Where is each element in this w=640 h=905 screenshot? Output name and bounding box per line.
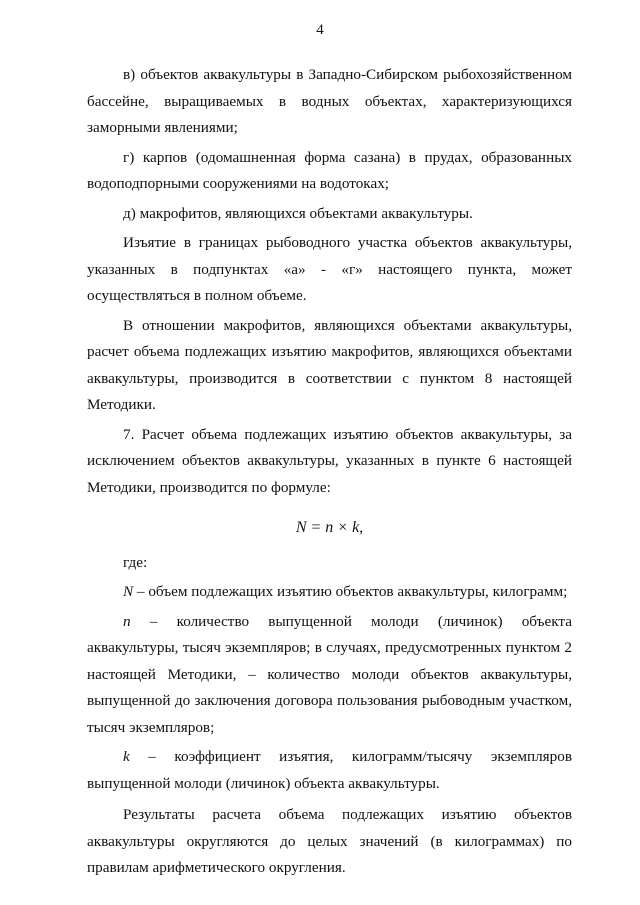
where-label: где: — [123, 553, 148, 571]
definition-n-text: – количество выпущенной молоди (личинок) объекта аквакультуры, тысяч экземпляров; в случаях, предусмотренных пунктом 2 настоящей Методики, – количество молоди объектов аквакультуры, выпущенной до заключения договора пользования рыбоводным участком, тысяч экземпляров; — [87, 612, 572, 736]
paragraph-results: Результаты расчета объема подлежащих изъятию объектов аквакультуры округляются до целых значений (в килограммах) по правилам арифметического округления. — [87, 806, 572, 876]
symbol-N: N — [123, 583, 134, 600]
document-body — [87, 62, 572, 882]
item-d: д) макрофитов, являющихся объектами аквакультуры. — [123, 204, 473, 222]
definition-N-text: – объем подлежащих изъятию объектов аквакультуры, килограмм; — [133, 583, 568, 600]
item-g: г) карпов (одомашненная форма сазана) в прудах, образованных водоподпорными сооружениями на водотоках; — [87, 148, 572, 192]
symbol-n: n — [123, 612, 131, 630]
definition-N — [87, 579, 572, 606]
formula: N = n × k, — [295, 519, 364, 536]
symbol-k: k — [123, 748, 130, 765]
definition-k-text: – коэффициент изъятия, килограмм/тысячу экземпляров выпущенной молоди (личинок) объекта аквакультуры. — [87, 748, 572, 792]
paragraph-withdrawal: Изъятие в границах рыбоводного участка объектов аквакультуры, указанных в подпунктах «а» - «г» настоящего пункта, может осуществляться в полном объеме. — [87, 234, 572, 304]
definition-n — [87, 609, 572, 742]
item-v: в) объектов аквакультуры в Западно-Сибирском рыбохозяйственном бассейне, выращиваемых в водных объектах, характеризующихся заморными явлениями; — [87, 66, 572, 136]
paragraph-point-7: 7. Расчет объема подлежащих изъятию объектов аквакультуры, за исключением объектов аквакультуры, указанных в пункте 6 настоящей Методики, производится по формуле: — [87, 425, 572, 496]
paragraph-macrophytes: В отношении макрофитов, являющихся объектами аквакультуры, расчет объема подлежащих изъятию макрофитов, являющихся объектами аквакультуры, производится в соответствии с пунктом 8 настоящей Методики. — [87, 316, 572, 413]
definition-k — [87, 744, 572, 797]
page-number: 4 — [316, 22, 324, 38]
